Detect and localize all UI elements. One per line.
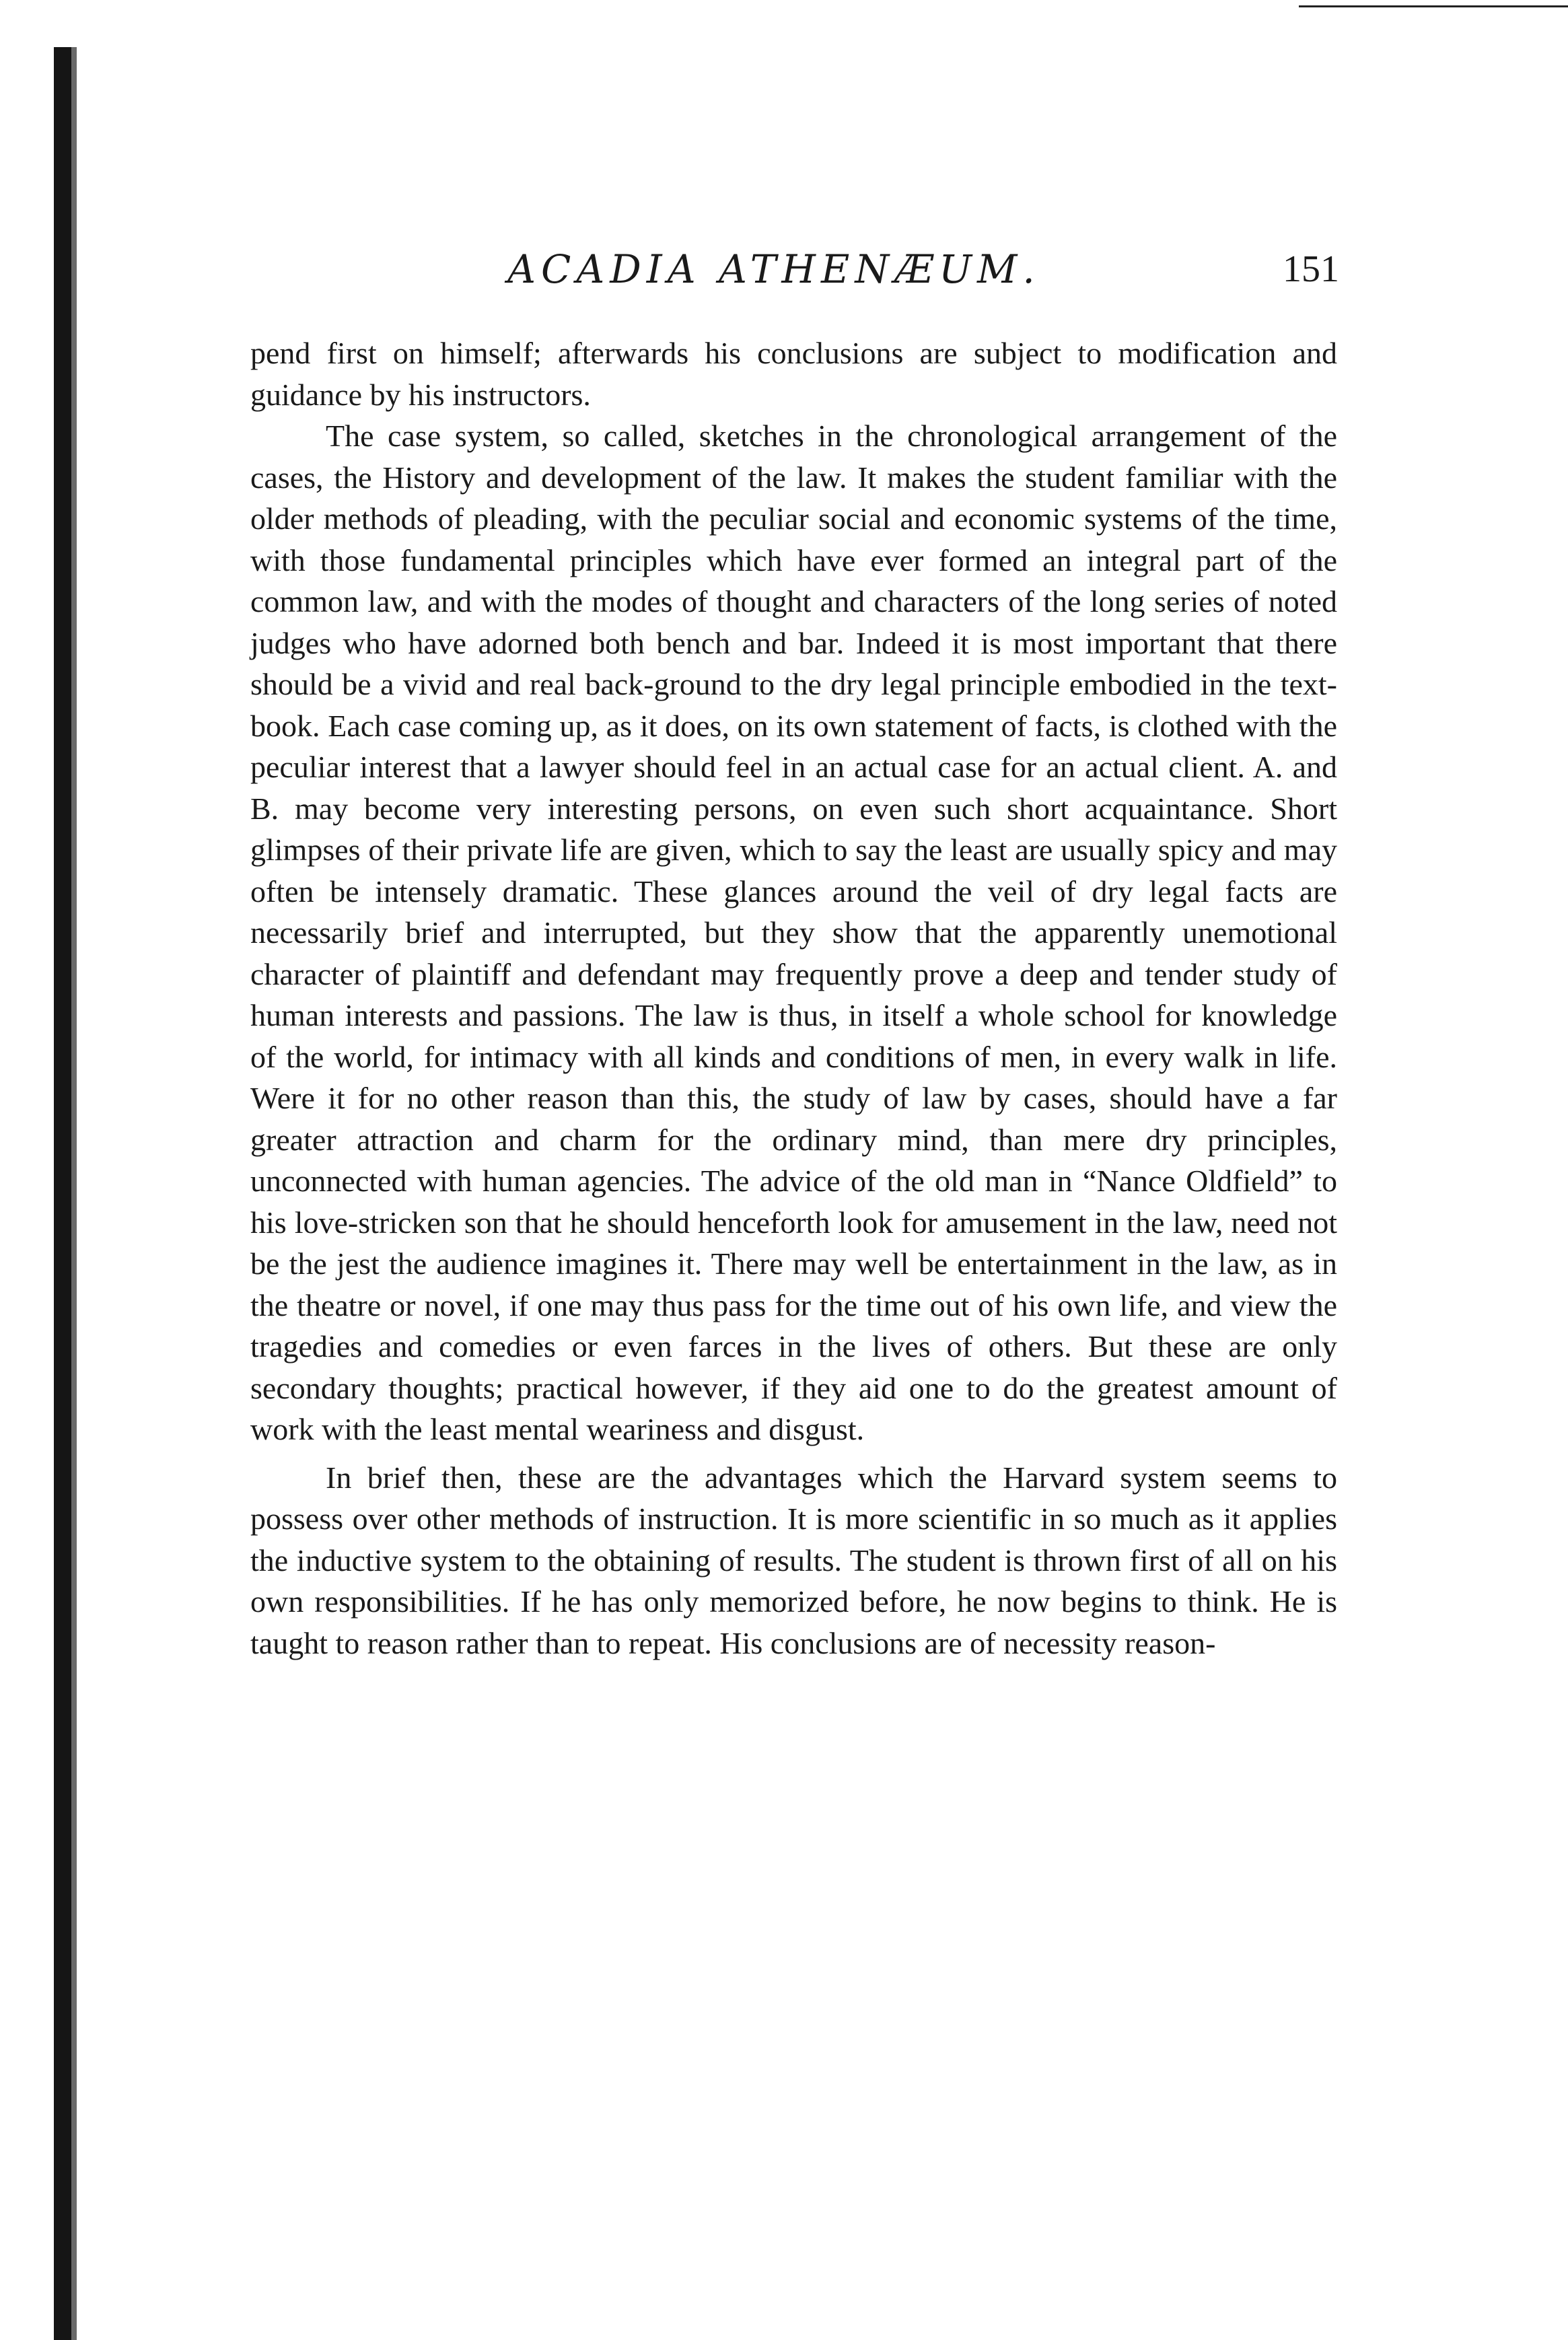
paragraph-advantages: In brief then, these are the advantages which the Harvard system seems to possess over other methods of instruction. It is more scientific in so much as it applies the inductive system to the obtaining of results. The student is thrown first of all on his own responsibilities. If he has only memorized before, he now begins to think. He is taught to reason rather than to repeat. His conclusions are of necessity reason- [250,1460,1337,1660]
top-rule [1299,5,1568,7]
paragraph-case-system: The case system, so called, sketches in the chronological arrangement of the cases, the History and development of the law. It makes the student familiar with the older methods of pleading, with the peculiar social and economic systems of the time, with those fundamental principles which have ever formed an integral part of the common law, and with the modes of thought and characters of the long series of noted judges who have adorned both bench and bar. Indeed it is most important that there should be a vivid and real back-ground to the dry legal principle embodied in the text-book. Each case coming up, as it does, on its own statement of facts, is clothed with the peculiar interest that a lawyer should feel in an actual case for an actual client. A. and B. may become very interesting persons, on even such short acquaintance. Short glimpses of their private life are given, which to say the least are usually spicy and may often be intensely dramatic. These glances around the veil of dry legal facts are necessarily brief and interrupted, but they show that the apparently unemotional character of plaintiff and defendant may frequently prove a deep and tender study of human interests and passions. The law is thus, in itself a whole school for knowledge of the world, for intimacy with all kinds and conditions of men, in every walk in life. Were it for no other reason than this, the study of law by cases, should have a far greater attraction and charm for the ordinary mind, than mere dry principles, unconnected with human agencies. The advice of the old man in “Nance Oldfield” to his love-stricken son that he should henceforth look for amusement in the law, need not be the jest the audience imagines it. There may well be entertainment in the law, as in the theatre or novel, if one may thus pass for the time out of his own life, and view the tragedies and comedies or even farces in the lives of others. But these are only secondary thoughts; practical however, if they aid one to do the greatest amount of work with the least mental weariness and disgust. [250,419,1337,1446]
binding-edge [54,47,71,2340]
page-number: 151 [1283,248,1339,290]
binding-edge-shadow [71,47,77,2340]
article-body [250,332,1337,1664]
journal-title: ACADIA ATHENÆUM. [507,246,1040,292]
paragraph-continued: pend first on himself; afterwards his conclusions are subject to modification and guidance by his instructors. [250,336,1337,412]
running-header [249,242,1339,296]
